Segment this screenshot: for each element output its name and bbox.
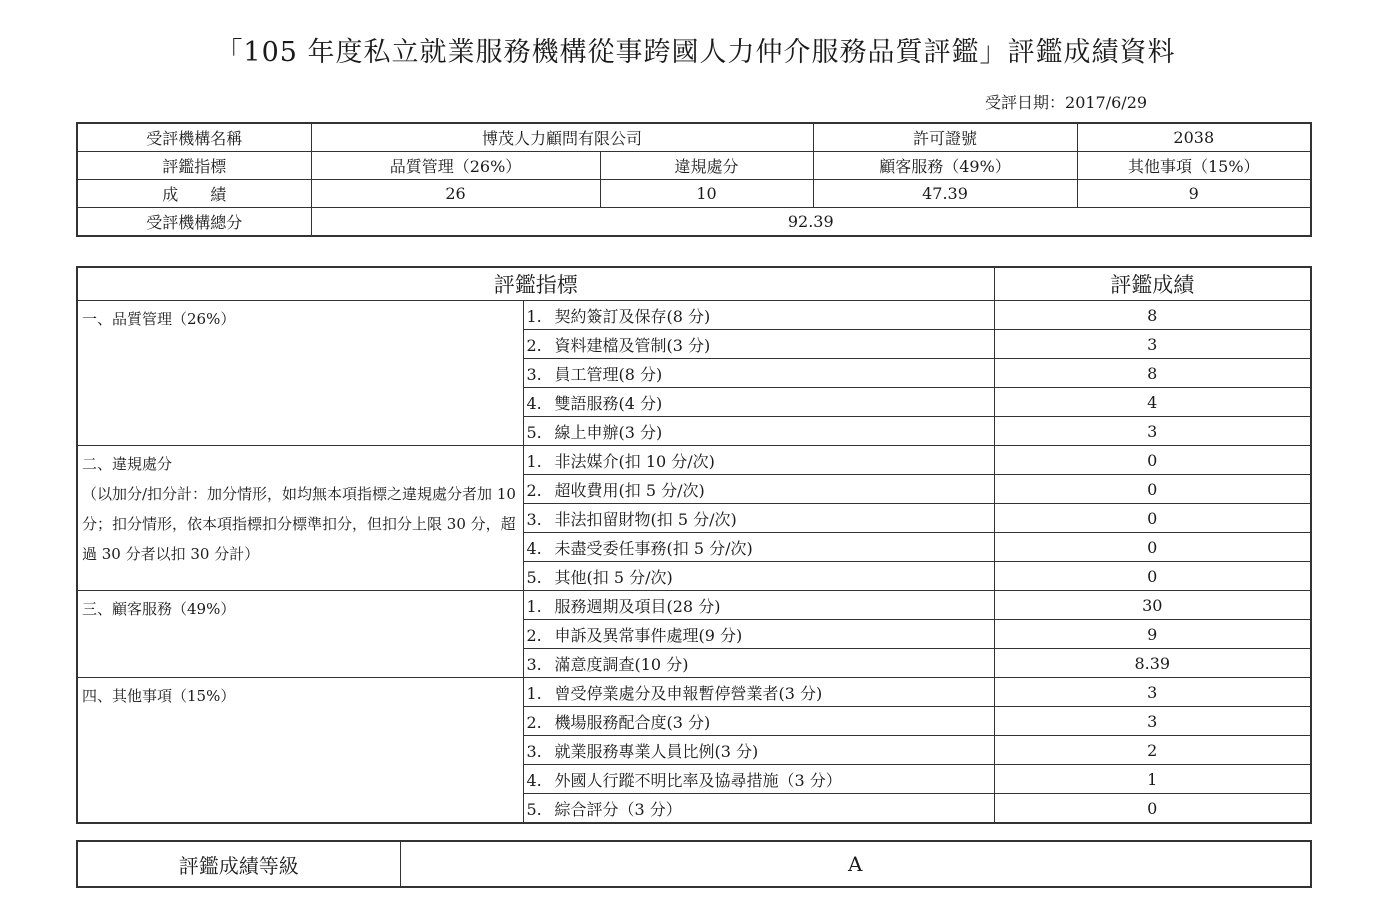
item-cell: [523, 417, 994, 446]
item-number: 3.: [526, 741, 542, 761]
summary-row-total: [77, 208, 1311, 237]
category-cell: [77, 678, 523, 824]
item-number: 1.: [526, 596, 542, 616]
score-violation: 10: [600, 180, 813, 208]
grade-table: [76, 840, 1312, 888]
item-label: 雙語服務(4 分): [554, 393, 663, 413]
item-cell: [523, 562, 994, 591]
item-score: 0: [994, 533, 1311, 562]
item-cell: [523, 678, 994, 707]
date-value: 2017/6/29: [1065, 93, 1148, 112]
item-cell: [523, 649, 994, 678]
item-cell: [523, 707, 994, 736]
item-cell: [523, 359, 994, 388]
category-note: （以加分/扣分計：加分情形，如均無本項指標之違規處分者加 10 分；扣分情形，依本項指標扣分標準扣分，但扣分上限 30 分，超過 30 分者以扣 30 分計）: [82, 485, 516, 563]
document-title: 「105 年度私立就業服務機構從事跨國人力仲介服務品質評鑑」評鑑成績資料: [215, 37, 1176, 68]
col-quality: 品質管理（26%）: [311, 152, 600, 180]
date-label: 受評日期：: [985, 93, 1066, 112]
table-row: [77, 591, 1311, 620]
item-number: 5.: [526, 799, 542, 819]
item-score: 0: [994, 504, 1311, 533]
summary-row-org: [77, 123, 1311, 152]
item-score: 0: [994, 794, 1311, 824]
table-row: [77, 446, 1311, 475]
item-label: 員工管理(8 分): [554, 364, 663, 384]
item-label: 曾受停業處分及申報暫停營業者(3 分): [554, 683, 823, 703]
item-label: 服務週期及項目(28 分): [554, 596, 721, 616]
item-score: 8.39: [994, 649, 1311, 678]
header-score: 評鑑成績: [994, 267, 1311, 301]
item-number: 2.: [526, 712, 542, 732]
item-number: 2.: [526, 625, 542, 645]
item-label: 契約簽訂及保存(8 分): [554, 306, 711, 326]
item-cell: [523, 765, 994, 794]
total-label: 受評機構總分: [77, 208, 311, 237]
item-label: 機場服務配合度(3 分): [554, 712, 711, 732]
item-score: 2: [994, 736, 1311, 765]
item-score: 4: [994, 388, 1311, 417]
item-number: 3.: [526, 509, 542, 529]
license-label: 許可證號: [813, 123, 1077, 152]
summary-row-scores: [77, 180, 1311, 208]
indicator-label: 評鑑指標: [77, 152, 311, 180]
item-label: 綜合評分（3 分）: [554, 799, 682, 819]
summary-table: [76, 122, 1312, 237]
item-cell: [523, 504, 994, 533]
item-label: 超收費用(扣 5 分/次): [554, 480, 705, 500]
category-name: 三、顧客服務（49%）: [82, 600, 236, 618]
item-label: 申訴及異常事件處理(9 分): [554, 625, 743, 645]
item-cell: [523, 794, 994, 824]
item-label: 線上申辦(3 分): [554, 422, 663, 442]
item-label: 滿意度調查(10 分): [554, 654, 689, 674]
item-score: 1: [994, 765, 1311, 794]
grade-row: [77, 841, 1311, 887]
grade-value: A: [400, 841, 1311, 887]
item-label: 資料建檔及管制(3 分): [554, 335, 711, 355]
col-customer: 顧客服務（49%）: [813, 152, 1077, 180]
detail-header-row: [77, 267, 1311, 301]
item-label: 未盡受委任事務(扣 5 分/次): [554, 538, 753, 558]
score-other: 9: [1077, 180, 1311, 208]
table-row: [77, 678, 1311, 707]
item-cell: [523, 591, 994, 620]
detail-body: [77, 301, 1311, 824]
item-number: 5.: [526, 422, 542, 442]
item-number: 2.: [526, 480, 542, 500]
evaluation-date: [985, 90, 1147, 113]
item-score: 3: [994, 678, 1311, 707]
item-cell: [523, 301, 994, 330]
item-score: 3: [994, 417, 1311, 446]
item-score: 8: [994, 359, 1311, 388]
item-cell: [523, 388, 994, 417]
item-cell: [523, 475, 994, 504]
item-number: 4.: [526, 393, 542, 413]
item-score: 3: [994, 707, 1311, 736]
score-quality: 26: [311, 180, 600, 208]
detail-table: [76, 266, 1312, 824]
item-number: 3.: [526, 654, 542, 674]
total-score: 92.39: [311, 208, 1311, 237]
score-customer: 47.39: [813, 180, 1077, 208]
category-name: 二、違規處分: [82, 455, 173, 473]
item-label: 非法媒介(扣 10 分/次): [554, 451, 715, 471]
category-name: 四、其他事項（15%）: [82, 687, 236, 705]
header-indicator: 評鑑指標: [77, 267, 994, 301]
item-cell: [523, 533, 994, 562]
item-score: 30: [994, 591, 1311, 620]
category-name: 一、品質管理（26%）: [82, 310, 236, 328]
category-cell: [77, 301, 523, 446]
item-score: 0: [994, 475, 1311, 504]
col-other: 其他事項（15%）: [1077, 152, 1311, 180]
item-score: 0: [994, 562, 1311, 591]
score-label: 成 績: [77, 180, 311, 208]
grade-label: 評鑑成績等級: [77, 841, 400, 887]
item-number: 1.: [526, 683, 542, 703]
item-number: 5.: [526, 567, 542, 587]
item-label: 外國人行蹤不明比率及協尋措施（3 分）: [554, 770, 842, 790]
item-label: 非法扣留財物(扣 5 分/次): [554, 509, 737, 529]
item-number: 4.: [526, 538, 542, 558]
item-label: 其他(扣 5 分/次): [554, 567, 673, 587]
item-number: 2.: [526, 335, 542, 355]
col-violation: 違規處分: [600, 152, 813, 180]
item-score: 8: [994, 301, 1311, 330]
category-cell: [77, 446, 523, 591]
item-cell: [523, 736, 994, 765]
item-score: 0: [994, 446, 1311, 475]
item-number: 1.: [526, 451, 542, 471]
item-cell: [523, 330, 994, 359]
item-number: 4.: [526, 770, 542, 790]
summary-row-indicators: [77, 152, 1311, 180]
table-row: [77, 301, 1311, 330]
item-cell: [523, 620, 994, 649]
item-number: 1.: [526, 306, 542, 326]
org-name: 博茂人力顧問有限公司: [311, 123, 813, 152]
item-cell: [523, 446, 994, 475]
item-number: 3.: [526, 364, 542, 384]
item-score: 9: [994, 620, 1311, 649]
item-score: 3: [994, 330, 1311, 359]
org-name-label: 受評機構名稱: [77, 123, 311, 152]
category-cell: [77, 591, 523, 678]
license-number: 2038: [1077, 123, 1311, 152]
item-label: 就業服務專業人員比例(3 分): [554, 741, 759, 761]
